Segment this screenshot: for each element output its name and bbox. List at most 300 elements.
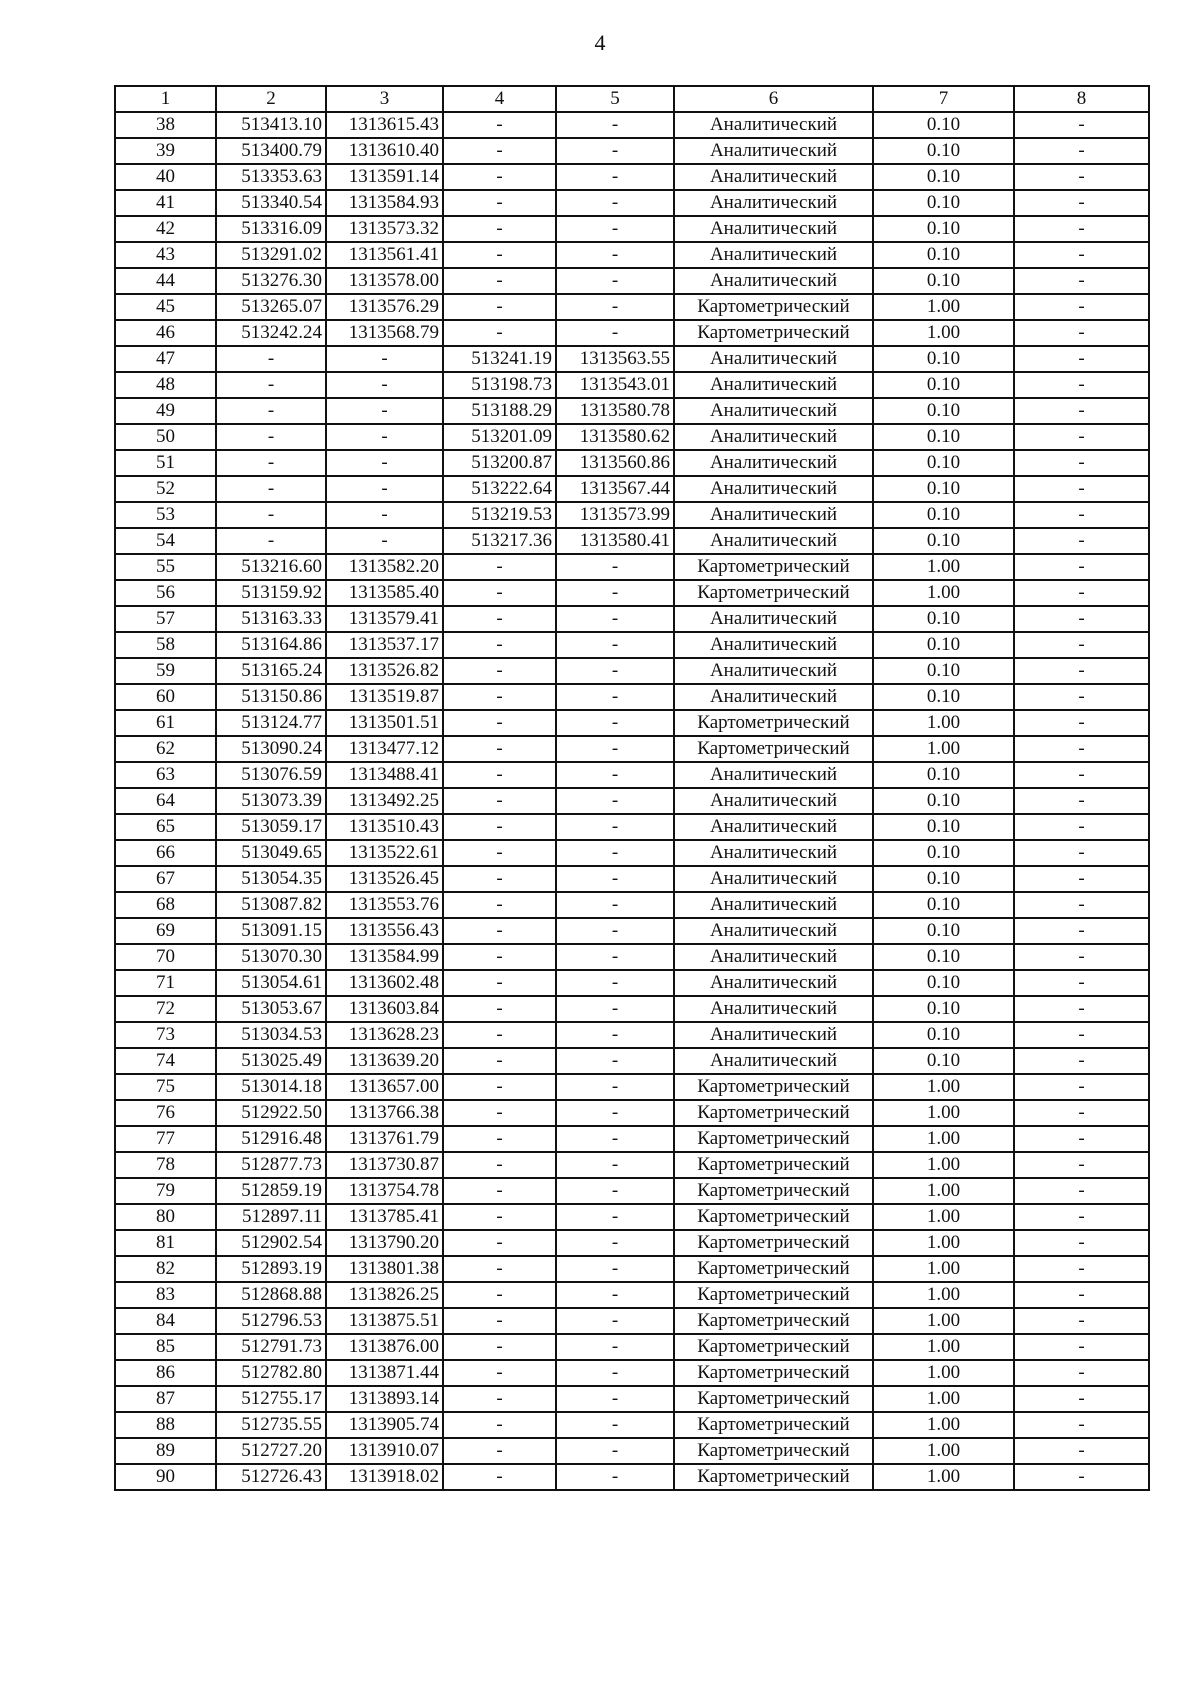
- table-row: [115, 502, 1149, 528]
- table-row: [115, 320, 1149, 346]
- table-cell-col-6: Картометрический: [674, 1126, 873, 1152]
- table-cell-col-2: -: [216, 450, 326, 476]
- table-cell-col-1: 48: [115, 372, 216, 398]
- table-cell-col-3: 1313526.45: [326, 866, 443, 892]
- table-cell-col-7: 0.10: [873, 632, 1014, 658]
- table-cell-col-1: 86: [115, 1360, 216, 1386]
- table-row: [115, 814, 1149, 840]
- table-cell-col-4: -: [443, 242, 556, 268]
- table-cell-col-3: 1313826.25: [326, 1282, 443, 1308]
- table-cell-col-6: Аналитический: [674, 788, 873, 814]
- table-row: [115, 944, 1149, 970]
- table-cell-col-7: 1.00: [873, 710, 1014, 736]
- table-cell-col-5: -: [556, 814, 674, 840]
- table-cell-col-8: -: [1014, 242, 1149, 268]
- table-cell-col-3: 1313905.74: [326, 1412, 443, 1438]
- table-cell-col-7: 1.00: [873, 1438, 1014, 1464]
- table-cell-col-4: -: [443, 1178, 556, 1204]
- table-cell-col-4: 513241.19: [443, 346, 556, 372]
- table-cell-col-5: -: [556, 242, 674, 268]
- table-cell-col-4: -: [443, 1048, 556, 1074]
- table-cell-col-8: -: [1014, 398, 1149, 424]
- table-cell-col-3: 1313553.76: [326, 892, 443, 918]
- table-row: [115, 138, 1149, 164]
- table-body: [115, 112, 1149, 1490]
- table-cell-col-1: 60: [115, 684, 216, 710]
- table-cell-col-4: 513222.64: [443, 476, 556, 502]
- table-cell-col-6: Аналитический: [674, 346, 873, 372]
- table-cell-col-7: 1.00: [873, 1126, 1014, 1152]
- table-cell-col-7: 1.00: [873, 1256, 1014, 1282]
- table-cell-col-4: 513188.29: [443, 398, 556, 424]
- table-cell-col-7: 0.10: [873, 528, 1014, 554]
- header-cell-col-8: 8: [1014, 86, 1149, 112]
- table-cell-col-1: 54: [115, 528, 216, 554]
- table-cell-col-7: 0.10: [873, 424, 1014, 450]
- table-cell-col-7: 0.10: [873, 450, 1014, 476]
- table-cell-col-3: 1313628.23: [326, 1022, 443, 1048]
- table-cell-col-3: 1313603.84: [326, 996, 443, 1022]
- table-row: [115, 398, 1149, 424]
- table-cell-col-3: 1313893.14: [326, 1386, 443, 1412]
- table-cell-col-4: -: [443, 268, 556, 294]
- table-cell-col-1: 55: [115, 554, 216, 580]
- table-cell-col-8: -: [1014, 190, 1149, 216]
- table-cell-col-3: 1313801.38: [326, 1256, 443, 1282]
- table-cell-col-4: -: [443, 814, 556, 840]
- table-cell-col-1: 71: [115, 970, 216, 996]
- table-row: [115, 242, 1149, 268]
- table-cell-col-8: -: [1014, 268, 1149, 294]
- table-cell-col-3: 1313526.82: [326, 658, 443, 684]
- header-cell-col-1: 1: [115, 86, 216, 112]
- table-cell-col-6: Аналитический: [674, 996, 873, 1022]
- table-cell-col-2: 512727.20: [216, 1438, 326, 1464]
- table-row: [115, 658, 1149, 684]
- table-cell-col-1: 88: [115, 1412, 216, 1438]
- table-row: [115, 762, 1149, 788]
- table-cell-col-6: Аналитический: [674, 138, 873, 164]
- table-row: [115, 1048, 1149, 1074]
- table-cell-col-7: 0.10: [873, 918, 1014, 944]
- table-cell-col-6: Аналитический: [674, 1048, 873, 1074]
- table-cell-col-7: 1.00: [873, 1308, 1014, 1334]
- table-cell-col-8: -: [1014, 450, 1149, 476]
- table-cell-col-3: 1313582.20: [326, 554, 443, 580]
- table-cell-col-4: -: [443, 1438, 556, 1464]
- table-cell-col-3: 1313602.48: [326, 970, 443, 996]
- table-cell-col-4: -: [443, 892, 556, 918]
- table-cell-col-1: 78: [115, 1152, 216, 1178]
- table-cell-col-2: 512726.43: [216, 1464, 326, 1490]
- table-cell-col-8: -: [1014, 476, 1149, 502]
- table-cell-col-6: Картометрический: [674, 1464, 873, 1490]
- table-cell-col-1: 85: [115, 1334, 216, 1360]
- table-cell-col-5: 1313573.99: [556, 502, 674, 528]
- table-cell-col-2: 513087.82: [216, 892, 326, 918]
- table-cell-col-6: Картометрический: [674, 710, 873, 736]
- table-cell-col-6: Аналитический: [674, 372, 873, 398]
- header-cell-col-5: 5: [556, 86, 674, 112]
- table-cell-col-6: Картометрический: [674, 1100, 873, 1126]
- table-cell-col-8: -: [1014, 658, 1149, 684]
- table-cell-col-3: 1313871.44: [326, 1360, 443, 1386]
- table-row: [115, 840, 1149, 866]
- table-cell-col-2: 513163.33: [216, 606, 326, 632]
- table-cell-col-1: 45: [115, 294, 216, 320]
- table-cell-col-5: -: [556, 1204, 674, 1230]
- table-cell-col-2: 513054.35: [216, 866, 326, 892]
- table-cell-col-1: 81: [115, 1230, 216, 1256]
- table-cell-col-2: 512755.17: [216, 1386, 326, 1412]
- table-cell-col-1: 65: [115, 814, 216, 840]
- table-cell-col-1: 63: [115, 762, 216, 788]
- table-row: [115, 606, 1149, 632]
- table-row: [115, 1074, 1149, 1100]
- table-cell-col-3: 1313657.00: [326, 1074, 443, 1100]
- table-cell-col-2: 513073.39: [216, 788, 326, 814]
- table-cell-col-8: -: [1014, 164, 1149, 190]
- table-cell-col-3: -: [326, 502, 443, 528]
- table-cell-col-8: -: [1014, 1100, 1149, 1126]
- table-cell-col-2: 512877.73: [216, 1152, 326, 1178]
- table-cell-col-6: Картометрический: [674, 1334, 873, 1360]
- table-cell-col-5: -: [556, 216, 674, 242]
- table-cell-col-2: -: [216, 372, 326, 398]
- table-cell-col-6: Картометрический: [674, 1282, 873, 1308]
- table-cell-col-4: -: [443, 1282, 556, 1308]
- table-cell-col-2: 512796.53: [216, 1308, 326, 1334]
- table-cell-col-2: 513316.09: [216, 216, 326, 242]
- table-cell-col-8: -: [1014, 294, 1149, 320]
- table-cell-col-4: 513198.73: [443, 372, 556, 398]
- table-cell-col-6: Картометрический: [674, 736, 873, 762]
- table-cell-col-2: 512735.55: [216, 1412, 326, 1438]
- table-cell-col-2: 513014.18: [216, 1074, 326, 1100]
- table-row: [115, 892, 1149, 918]
- table-cell-col-3: 1313537.17: [326, 632, 443, 658]
- table-cell-col-8: -: [1014, 684, 1149, 710]
- table-row: [115, 788, 1149, 814]
- table-cell-col-4: 513219.53: [443, 502, 556, 528]
- table-row: [115, 1438, 1149, 1464]
- table-cell-col-5: -: [556, 1022, 674, 1048]
- table-cell-col-5: -: [556, 580, 674, 606]
- table-cell-col-4: -: [443, 918, 556, 944]
- table-cell-col-6: Аналитический: [674, 632, 873, 658]
- table-cell-col-1: 61: [115, 710, 216, 736]
- table-cell-col-6: Картометрический: [674, 1152, 873, 1178]
- table-cell-col-5: -: [556, 1438, 674, 1464]
- table-cell-col-7: 0.10: [873, 892, 1014, 918]
- table-cell-col-6: Аналитический: [674, 658, 873, 684]
- table-cell-col-4: -: [443, 138, 556, 164]
- table-cell-col-1: 80: [115, 1204, 216, 1230]
- table-cell-col-1: 38: [115, 112, 216, 138]
- table-cell-col-3: -: [326, 398, 443, 424]
- table-cell-col-7: 0.10: [873, 242, 1014, 268]
- table-cell-col-8: -: [1014, 580, 1149, 606]
- table-cell-col-1: 66: [115, 840, 216, 866]
- table-cell-col-5: 1313543.01: [556, 372, 674, 398]
- table-cell-col-4: -: [443, 190, 556, 216]
- table-cell-col-8: -: [1014, 788, 1149, 814]
- table-cell-col-8: -: [1014, 372, 1149, 398]
- table-cell-col-4: -: [443, 632, 556, 658]
- table-cell-col-3: 1313556.43: [326, 918, 443, 944]
- table-cell-col-6: Аналитический: [674, 216, 873, 242]
- table-cell-col-3: -: [326, 476, 443, 502]
- table-cell-col-1: 59: [115, 658, 216, 684]
- table-cell-col-8: -: [1014, 1152, 1149, 1178]
- table-cell-col-4: -: [443, 1334, 556, 1360]
- table-cell-col-6: Аналитический: [674, 502, 873, 528]
- table-cell-col-8: -: [1014, 528, 1149, 554]
- table-row: [115, 164, 1149, 190]
- table-row: [115, 736, 1149, 762]
- table-row: [115, 294, 1149, 320]
- table-cell-col-1: 51: [115, 450, 216, 476]
- table-cell-col-8: -: [1014, 710, 1149, 736]
- table-cell-col-8: -: [1014, 1334, 1149, 1360]
- table-cell-col-6: Картометрический: [674, 1230, 873, 1256]
- header-cell-col-6: 6: [674, 86, 873, 112]
- table-cell-col-8: -: [1014, 1438, 1149, 1464]
- table-cell-col-3: -: [326, 450, 443, 476]
- table-cell-col-2: 513070.30: [216, 944, 326, 970]
- table-row: [115, 554, 1149, 580]
- table-cell-col-2: 512791.73: [216, 1334, 326, 1360]
- table-cell-col-5: -: [556, 788, 674, 814]
- table-cell-col-5: -: [556, 1282, 674, 1308]
- table-cell-col-6: Картометрический: [674, 1412, 873, 1438]
- table-row: [115, 268, 1149, 294]
- table-cell-col-2: 513059.17: [216, 814, 326, 840]
- table-cell-col-5: -: [556, 1334, 674, 1360]
- table-cell-col-4: -: [443, 684, 556, 710]
- table-cell-col-6: Аналитический: [674, 476, 873, 502]
- table-cell-col-4: -: [443, 658, 556, 684]
- table-cell-col-3: 1313876.00: [326, 1334, 443, 1360]
- table-cell-col-4: -: [443, 736, 556, 762]
- table-cell-col-8: -: [1014, 1386, 1149, 1412]
- table-cell-col-4: -: [443, 1074, 556, 1100]
- table-cell-col-8: -: [1014, 320, 1149, 346]
- table-cell-col-4: -: [443, 112, 556, 138]
- table-cell-col-5: -: [556, 268, 674, 294]
- table-cell-col-3: 1313578.00: [326, 268, 443, 294]
- table-row: [115, 1152, 1149, 1178]
- table-cell-col-2: 512922.50: [216, 1100, 326, 1126]
- table-cell-col-3: 1313790.20: [326, 1230, 443, 1256]
- table-cell-col-8: -: [1014, 346, 1149, 372]
- table-cell-col-2: -: [216, 476, 326, 502]
- table-row: [115, 346, 1149, 372]
- table-row: [115, 970, 1149, 996]
- table-cell-col-5: 1313580.78: [556, 398, 674, 424]
- table-cell-col-8: -: [1014, 970, 1149, 996]
- table-cell-col-1: 67: [115, 866, 216, 892]
- table-cell-col-2: 513353.63: [216, 164, 326, 190]
- table-cell-col-2: 513025.49: [216, 1048, 326, 1074]
- table-cell-col-7: 0.10: [873, 138, 1014, 164]
- table-cell-col-8: -: [1014, 1126, 1149, 1152]
- table-cell-col-5: -: [556, 970, 674, 996]
- table-cell-col-2: 512859.19: [216, 1178, 326, 1204]
- table-cell-col-2: 513053.67: [216, 996, 326, 1022]
- table-row: [115, 1360, 1149, 1386]
- table-cell-col-5: -: [556, 1360, 674, 1386]
- table-cell-col-8: -: [1014, 1178, 1149, 1204]
- table-cell-col-8: -: [1014, 1308, 1149, 1334]
- table-cell-col-5: -: [556, 840, 674, 866]
- table-cell-col-8: -: [1014, 424, 1149, 450]
- table-cell-col-1: 42: [115, 216, 216, 242]
- table-row: [115, 112, 1149, 138]
- table-cell-col-4: -: [443, 1360, 556, 1386]
- table-cell-col-6: Аналитический: [674, 450, 873, 476]
- table-cell-col-1: 79: [115, 1178, 216, 1204]
- table-cell-col-4: -: [443, 580, 556, 606]
- table-cell-col-6: Аналитический: [674, 866, 873, 892]
- table-cell-col-8: -: [1014, 1464, 1149, 1490]
- table-cell-col-7: 1.00: [873, 1386, 1014, 1412]
- table-cell-col-4: -: [443, 1386, 556, 1412]
- table-cell-col-5: -: [556, 1308, 674, 1334]
- table-row: [115, 1386, 1149, 1412]
- table-cell-col-6: Аналитический: [674, 190, 873, 216]
- table-cell-col-5: -: [556, 138, 674, 164]
- table-row: [115, 528, 1149, 554]
- table-row: [115, 866, 1149, 892]
- table-cell-col-1: 47: [115, 346, 216, 372]
- table-cell-col-2: 512893.19: [216, 1256, 326, 1282]
- table-row: [115, 190, 1149, 216]
- table-cell-col-1: 52: [115, 476, 216, 502]
- table-cell-col-6: Аналитический: [674, 398, 873, 424]
- table-cell-col-6: Аналитический: [674, 814, 873, 840]
- table-cell-col-6: Картометрический: [674, 1438, 873, 1464]
- table-cell-col-8: -: [1014, 840, 1149, 866]
- table-cell-col-4: 513217.36: [443, 528, 556, 554]
- table-cell-col-7: 1.00: [873, 1282, 1014, 1308]
- table-cell-col-2: -: [216, 502, 326, 528]
- table-row: [115, 1308, 1149, 1334]
- table-cell-col-2: 513413.10: [216, 112, 326, 138]
- table-cell-col-5: 1313563.55: [556, 346, 674, 372]
- table-cell-col-7: 0.10: [873, 606, 1014, 632]
- table-cell-col-5: -: [556, 1074, 674, 1100]
- table-cell-col-1: 72: [115, 996, 216, 1022]
- table-cell-col-8: -: [1014, 866, 1149, 892]
- table-cell-col-2: 513049.65: [216, 840, 326, 866]
- table-cell-col-8: -: [1014, 814, 1149, 840]
- table-cell-col-1: 56: [115, 580, 216, 606]
- table-cell-col-2: 513150.86: [216, 684, 326, 710]
- table-cell-col-3: 1313615.43: [326, 112, 443, 138]
- table-cell-col-4: -: [443, 1126, 556, 1152]
- table-row: [115, 450, 1149, 476]
- table-cell-col-4: -: [443, 1412, 556, 1438]
- table-cell-col-5: -: [556, 632, 674, 658]
- table-cell-col-3: 1313585.40: [326, 580, 443, 606]
- header-cell-col-7: 7: [873, 86, 1014, 112]
- table-cell-col-7: 0.10: [873, 346, 1014, 372]
- table-cell-col-4: -: [443, 1308, 556, 1334]
- table-cell-col-6: Аналитический: [674, 840, 873, 866]
- header-cell-col-3: 3: [326, 86, 443, 112]
- table-cell-col-6: Картометрический: [674, 580, 873, 606]
- table-cell-col-4: -: [443, 944, 556, 970]
- table-cell-col-5: -: [556, 1126, 674, 1152]
- table-cell-col-3: 1313639.20: [326, 1048, 443, 1074]
- table-cell-col-4: -: [443, 294, 556, 320]
- table-cell-col-2: 513400.79: [216, 138, 326, 164]
- table-cell-col-4: -: [443, 1230, 556, 1256]
- table-cell-col-1: 40: [115, 164, 216, 190]
- table-cell-col-5: -: [556, 918, 674, 944]
- table-cell-col-2: 513124.77: [216, 710, 326, 736]
- table-cell-col-5: -: [556, 1178, 674, 1204]
- table-cell-col-5: 1313580.62: [556, 424, 674, 450]
- table-cell-col-3: 1313579.41: [326, 606, 443, 632]
- table-cell-col-3: 1313754.78: [326, 1178, 443, 1204]
- table-cell-col-4: 513201.09: [443, 424, 556, 450]
- table-cell-col-3: 1313875.51: [326, 1308, 443, 1334]
- table-cell-col-8: -: [1014, 892, 1149, 918]
- table-row: [115, 424, 1149, 450]
- table-cell-col-8: -: [1014, 1282, 1149, 1308]
- table-cell-col-3: 1313568.79: [326, 320, 443, 346]
- table-cell-col-5: 1313567.44: [556, 476, 674, 502]
- table-cell-col-8: -: [1014, 1074, 1149, 1100]
- table-cell-col-2: 513076.59: [216, 762, 326, 788]
- table-cell-col-6: Картометрический: [674, 1360, 873, 1386]
- table-cell-col-1: 89: [115, 1438, 216, 1464]
- table-cell-col-4: -: [443, 1152, 556, 1178]
- table-cell-col-5: -: [556, 1048, 674, 1074]
- table-cell-col-4: -: [443, 1256, 556, 1282]
- table-cell-col-7: 0.10: [873, 762, 1014, 788]
- table-cell-col-4: -: [443, 710, 556, 736]
- table-cell-col-3: 1313584.99: [326, 944, 443, 970]
- table-cell-col-1: 87: [115, 1386, 216, 1412]
- table-cell-col-7: 1.00: [873, 1230, 1014, 1256]
- table-cell-col-8: -: [1014, 632, 1149, 658]
- table-cell-col-4: -: [443, 606, 556, 632]
- table-cell-col-6: Аналитический: [674, 944, 873, 970]
- table-cell-col-6: Аналитический: [674, 268, 873, 294]
- table-cell-col-1: 64: [115, 788, 216, 814]
- table-row: [115, 1230, 1149, 1256]
- table-cell-col-7: 1.00: [873, 580, 1014, 606]
- table-cell-col-6: Аналитический: [674, 970, 873, 996]
- table-row: [115, 1464, 1149, 1490]
- table-cell-col-7: 0.10: [873, 684, 1014, 710]
- table-cell-col-5: -: [556, 866, 674, 892]
- table-cell-col-3: 1313561.41: [326, 242, 443, 268]
- table-cell-col-5: 1313580.41: [556, 528, 674, 554]
- table-cell-col-2: 513090.24: [216, 736, 326, 762]
- table-row: [115, 1126, 1149, 1152]
- table-cell-col-1: 84: [115, 1308, 216, 1334]
- table-cell-col-4: -: [443, 788, 556, 814]
- table-cell-col-3: -: [326, 528, 443, 554]
- table-cell-col-5: -: [556, 944, 674, 970]
- table-cell-col-2: 513276.30: [216, 268, 326, 294]
- table-row: [115, 1204, 1149, 1230]
- table-cell-col-1: 44: [115, 268, 216, 294]
